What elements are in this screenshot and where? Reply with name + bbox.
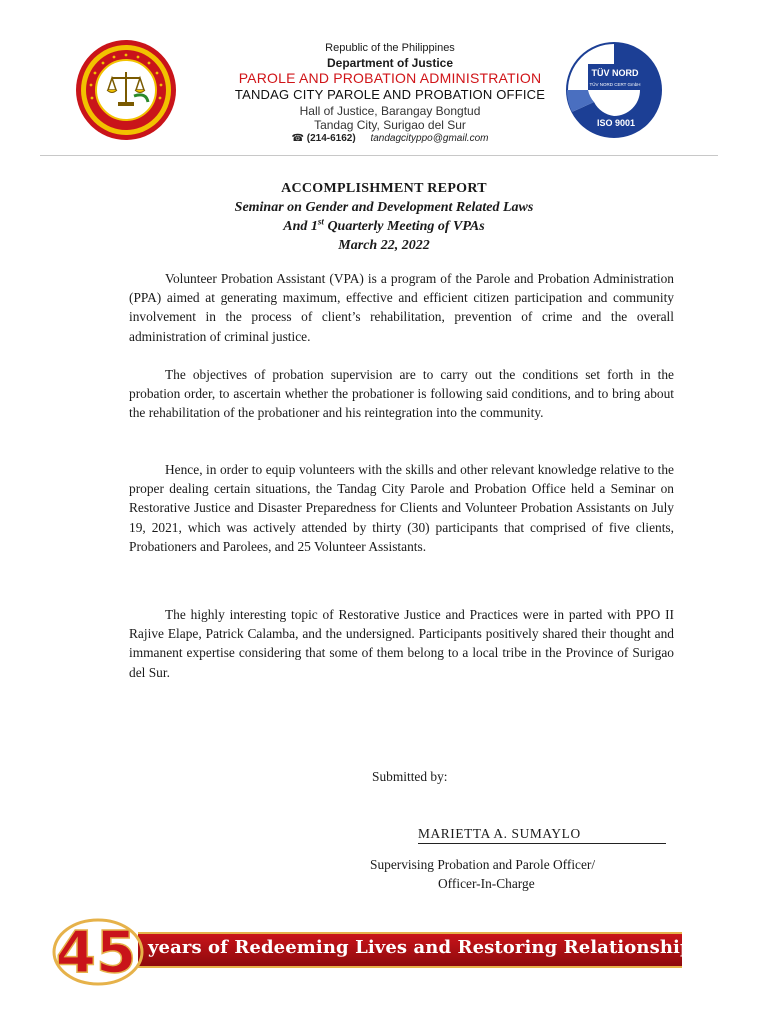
signer-position-2: Officer-In-Charge <box>438 876 535 891</box>
report-date: March 22, 2022 <box>338 238 430 253</box>
anniversary-number-logo <box>52 912 148 986</box>
cert-sub: TÜV NORD CERT GmbH <box>589 82 641 87</box>
address-line-1: Hall of Justice, Barangay Bongtud <box>299 104 481 118</box>
cert-standard: ISO 9001 <box>596 118 636 128</box>
phone-number: (214-6162) <box>306 133 356 144</box>
republic-line: Republic of the Philippines <box>325 42 455 54</box>
email-address: tandagcityppo@gmail.com <box>370 133 489 144</box>
iso-certification-logo <box>566 42 662 138</box>
anniversary-banner <box>52 912 703 986</box>
banner-tagline: years of Redeeming Lives and Restoring Relationships <box>148 937 703 958</box>
anniversary-number: 45 <box>55 918 137 986</box>
cert-brand: TÜV NORD <box>591 68 639 78</box>
contact-line <box>150 133 630 144</box>
header-divider <box>40 155 718 156</box>
paragraph-2: The objectives of probation supervision are to carry out the conditions set forth in the probation order, to ascertain whether the probationer is following said conditions, and to bring about the rehabilitation of the probationer and his reintegration into the community. <box>129 367 674 421</box>
paragraph-1: Volunteer Probation Assistant (VPA) is a program of the Parole and Probation Administration (PPA) aimed at generating maximum, effective and efficient citizen participation and community involvement in the process of client’s rehabilitation, prevention of crime and the overall administration of criminal justice. <box>129 271 674 344</box>
submitted-by-label: Submitted by: <box>372 769 448 784</box>
agency-name: PAROLE AND PROBATION ADMINISTRATION <box>238 70 542 86</box>
report-subtitle-1: Seminar on Gender and Development Related Laws <box>234 200 534 215</box>
office-name: TANDAG CITY PAROLE AND PROBATION OFFICE <box>234 87 546 102</box>
address-line-2: Tandag City, Surigao del Sur <box>314 118 466 132</box>
paragraph-3: Hence, in order to equip volunteers with the skills and other relevant knowledge relative to the proper dealing certain situations, the Tandag City Parole and Probation Office held a Seminar on Restorative Justice and Disaster Preparedness for Clients and Volunteer Probation Assistants on July 19, 2021, which was actively attended by thirty (30) participants that comprised of five clients, Probationers and Parolees, and 25 Volunteer Assistants. <box>129 462 674 554</box>
report-title: ACCOMPLISHMENT REPORT <box>281 181 487 196</box>
report-subtitle-2: And 1st Quarterly Meeting of VPAs <box>283 216 485 234</box>
signature-line <box>418 843 666 844</box>
department-line: Department of Justice <box>326 56 454 70</box>
signer-name: MARIETTA A. SUMAYLO <box>418 826 581 841</box>
paragraph-4: The highly interesting topic of Restorative Justice and Practices were in parted with PPO II Rajive Elape, Patrick Calamba, and the undersigned. Participants positively shared their thought and immanent expertise considering that some of them belong to a local tribe in the Province of Surigao del Sur. <box>129 607 674 680</box>
signer-position-1: Supervising Probation and Parole Officer/ <box>370 857 596 872</box>
telephone-icon: ☎ <box>291 133 304 144</box>
